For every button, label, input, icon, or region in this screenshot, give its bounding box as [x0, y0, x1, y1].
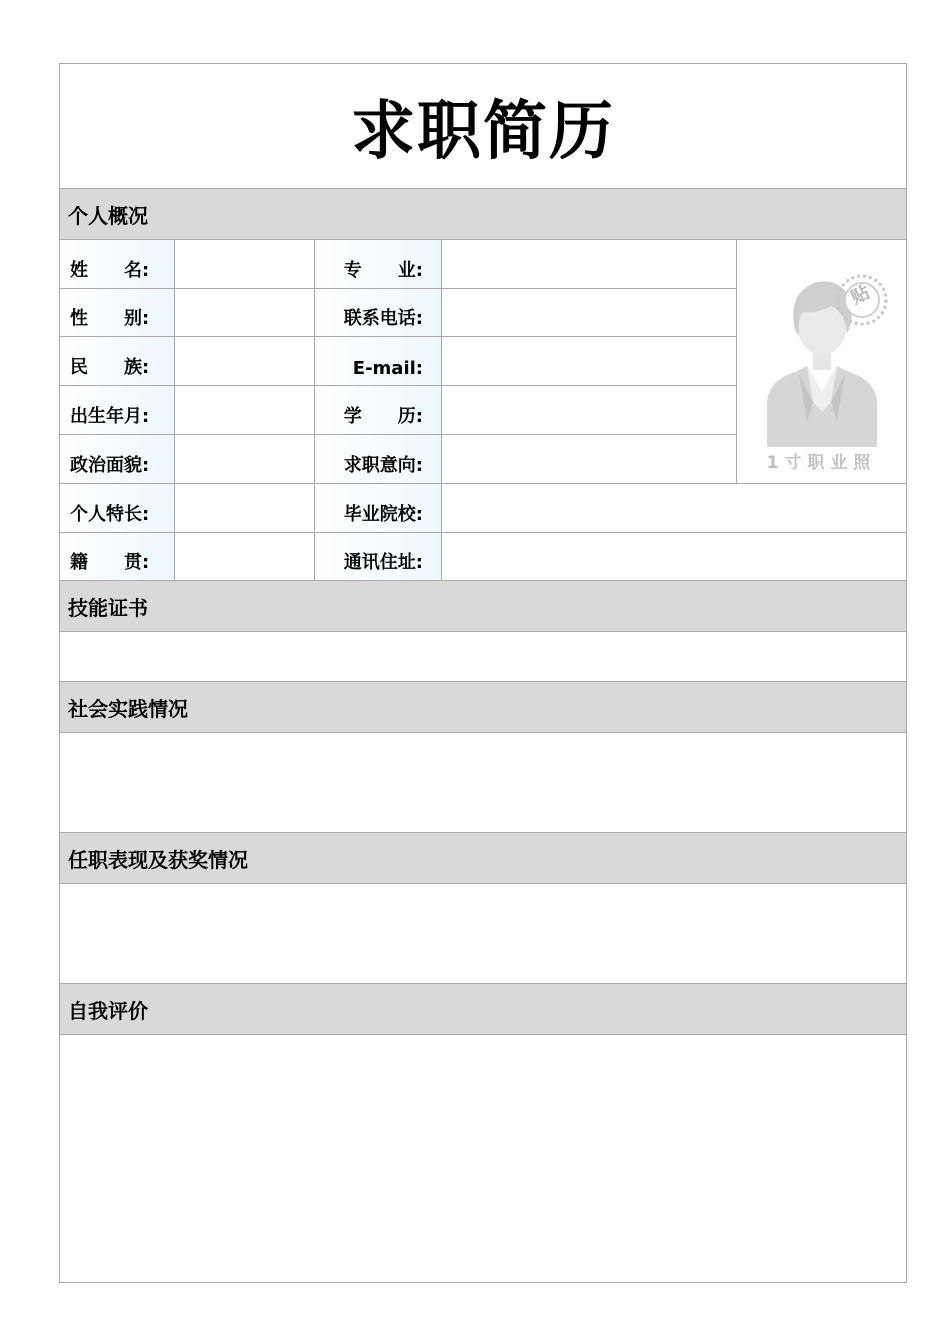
- label-address: [315, 533, 442, 580]
- field-phone[interactable]: [442, 289, 737, 337]
- section-title: 技能证书: [68, 595, 148, 620]
- field-birth[interactable]: [175, 386, 315, 435]
- field-education[interactable]: [442, 386, 737, 435]
- personal-info-grid: [60, 240, 906, 581]
- field-school[interactable]: [442, 484, 906, 533]
- label-objective: [315, 435, 442, 484]
- label-text: 个人特长:: [70, 504, 150, 525]
- label-major: [315, 240, 442, 289]
- label-gender: [60, 289, 175, 337]
- awards-content[interactable]: [60, 884, 906, 984]
- field-ethnicity[interactable]: [175, 337, 315, 386]
- label-text: E-mail:: [352, 358, 423, 379]
- label-text: 姓 名:: [70, 260, 150, 281]
- section-title: 任职表现及获奖情况: [68, 847, 248, 872]
- person-silhouette-icon: [747, 252, 897, 472]
- section-header-self: [60, 984, 906, 1035]
- practice-content[interactable]: [60, 733, 906, 833]
- photo-caption: 1寸职业照: [766, 453, 877, 473]
- field-name[interactable]: [175, 240, 315, 289]
- field-major[interactable]: [442, 240, 737, 289]
- label-ethnicity: [60, 337, 175, 386]
- section-title: 个人概况: [68, 203, 148, 228]
- field-gender[interactable]: [175, 289, 315, 337]
- label-specialty: [60, 484, 175, 533]
- label-phone: [315, 289, 442, 337]
- photo-placeholder[interactable]: [737, 240, 906, 484]
- field-specialty[interactable]: [175, 484, 315, 533]
- field-email[interactable]: [442, 337, 737, 386]
- label-email: [315, 337, 442, 386]
- title-row: [60, 64, 906, 189]
- label-political: [60, 435, 175, 484]
- skills-content[interactable]: [60, 632, 906, 682]
- label-text: 性 别:: [70, 308, 150, 329]
- field-address[interactable]: [442, 533, 906, 580]
- label-text: 政治面貌:: [70, 455, 150, 476]
- field-objective[interactable]: [442, 435, 737, 484]
- photo-stamp: 贴: [848, 282, 874, 309]
- label-hometown: [60, 533, 175, 580]
- label-school: [315, 484, 442, 533]
- section-title: 自我评价: [68, 998, 148, 1023]
- label-education: [315, 386, 442, 435]
- label-text: 通讯住址:: [343, 552, 423, 573]
- page-title: 求职简历: [351, 95, 615, 169]
- self-evaluation-content[interactable]: [60, 1035, 906, 1282]
- label-text: 求职意向:: [343, 455, 423, 476]
- label-text: 出生年月:: [70, 406, 150, 427]
- field-political[interactable]: [175, 435, 315, 484]
- field-hometown[interactable]: [175, 533, 315, 580]
- section-header-skills: [60, 581, 906, 632]
- label-text: 籍 贯:: [70, 552, 150, 573]
- label-text: 学 历:: [343, 406, 423, 427]
- section-title: 社会实践情况: [68, 696, 188, 721]
- label-text: 民 族:: [70, 357, 150, 378]
- label-text: 毕业院校:: [343, 504, 423, 525]
- section-header-awards: [60, 833, 906, 884]
- section-header-practice: [60, 682, 906, 733]
- label-name: [60, 240, 175, 289]
- label-text: 联系电话:: [343, 308, 423, 329]
- label-birth: [60, 386, 175, 435]
- label-text: 专 业:: [343, 260, 423, 281]
- resume-sheet: [59, 63, 907, 1283]
- section-header-personal: [60, 189, 906, 240]
